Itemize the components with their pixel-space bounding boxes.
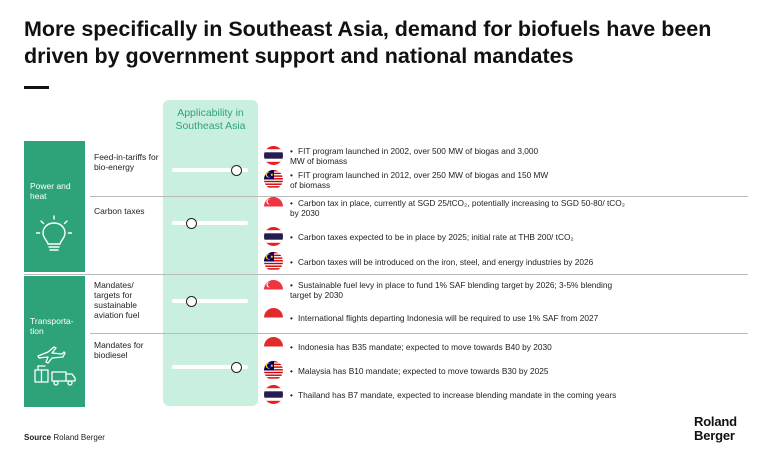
bullet: •	[290, 232, 293, 242]
item-text: Sustainable fuel levy in place to fund 1% SAF blending target by 2026; 3-5% blending target by 2030	[290, 280, 613, 300]
subcategory-feed-in-tariffs: Feed-in-tariffs for bio-energy	[94, 152, 159, 172]
logo-line: Roland	[694, 414, 737, 429]
logo-line: Berger	[694, 427, 735, 443]
list-item	[290, 313, 750, 323]
item-text: Malaysia has B10 mandate; expected to move towards B30 by 2025	[298, 366, 549, 376]
singapore-flag	[264, 197, 283, 216]
source-label: Source	[24, 433, 52, 442]
item-text: Indonesia has B35 mandate; expected to move towards B40 by 2030	[298, 342, 552, 352]
malaysia-flag	[264, 170, 283, 189]
item-text: Carbon taxes expected to be in place by 2025; initial rate at THB 200/ tCO₂	[298, 232, 574, 242]
applicability-header: Applicability in Southeast Asia	[175, 107, 246, 132]
list-item	[290, 198, 630, 218]
bullet: •	[290, 390, 293, 400]
source-value: Roland Berger	[53, 433, 105, 442]
bullet: •	[290, 146, 293, 156]
applicability-column	[163, 100, 258, 406]
applicability-slider-knob	[186, 296, 197, 307]
divider	[90, 196, 748, 197]
list-item	[290, 170, 550, 190]
bullet: •	[290, 170, 293, 180]
page-title: More specifically in Southeast Asia, demand for biofuels have been driven by government support and national mandates	[24, 17, 712, 68]
subcategory-saf-mandates: Mandates/ targets for sustainable aviation fuel	[94, 280, 140, 320]
category-power-and-heat	[24, 141, 85, 272]
applicability-slider-knob	[231, 362, 242, 373]
bullet: •	[290, 280, 293, 290]
item-text: FIT program launched in 2002, over 500 MW of biogas and 3,000 MW of biomass	[290, 146, 539, 166]
thailand-flag	[264, 385, 283, 404]
list-item	[290, 146, 550, 166]
item-text: Thailand has B7 mandate, expected to increase blending mandate in the coming years	[298, 390, 617, 400]
indonesia-flag	[264, 337, 283, 356]
malaysia-flag	[264, 252, 283, 271]
bullet: •	[290, 313, 293, 323]
category-label: Power and heat	[30, 181, 71, 201]
item-text: FIT program launched in 2012, over 250 MW of biogas and 150 MW of biomass	[290, 170, 549, 190]
category-transportation	[24, 276, 85, 407]
thailand-flag	[264, 146, 283, 165]
applicability-slider-track	[172, 221, 248, 225]
source-note	[24, 433, 105, 442]
item-text: Carbon taxes will be introduced on the iron, steel, and energy industries by 2026	[298, 257, 594, 267]
list-item	[290, 280, 620, 300]
applicability-slider-knob	[231, 165, 242, 176]
divider	[24, 274, 748, 275]
singapore-flag	[264, 280, 283, 299]
transport-icon	[32, 346, 78, 393]
applicability-slider-track	[172, 299, 248, 303]
subcategory-carbon-taxes: Carbon taxes	[94, 206, 145, 216]
list-item	[290, 390, 750, 400]
lightbulb-icon	[36, 215, 72, 262]
subcategory-biodiesel-mandates: Mandates for biodiesel	[94, 340, 144, 360]
bullet: •	[290, 198, 293, 208]
list-item	[290, 342, 750, 352]
list-item	[290, 257, 750, 267]
list-item	[290, 232, 750, 242]
title-underline	[24, 86, 49, 89]
bullet: •	[290, 366, 293, 376]
item-text: Carbon tax in place, currently at SGD 25/tCO₂, potentially increasing to SGD 50-80/ tCO₂ by 2030	[290, 198, 625, 218]
category-label: Transporta-tion	[30, 316, 74, 336]
list-item	[290, 366, 750, 376]
thailand-flag	[264, 227, 283, 246]
malaysia-flag	[264, 361, 283, 380]
indonesia-flag	[264, 308, 283, 327]
item-text: International flights departing Indonesia will be required to use 1% SAF from 2027	[298, 313, 599, 323]
roland-berger-logo	[694, 415, 737, 442]
bullet: •	[290, 257, 293, 267]
divider	[90, 333, 748, 334]
applicability-slider-knob	[186, 218, 197, 229]
bullet: •	[290, 342, 293, 352]
